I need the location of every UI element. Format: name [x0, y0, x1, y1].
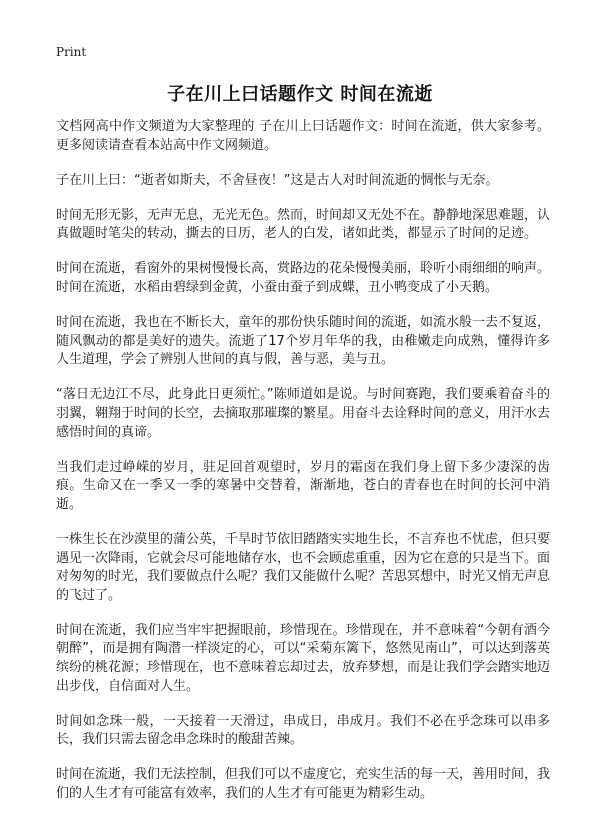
paragraph-dandelion: 一株生长在沙漠里的蒲公英，千旱时节依旧踏踏实实地生长，不言弃也不忧虑，但只要遇见一次降雨，它就会尽可能地储存水，也不会顾虑重重，因为它在意的只是当下。面对匆匆的时光，我们要做点什么呢？我们又能做什么呢？苦思冥想中，时光又悄无声息的飞过了。 [56, 532, 551, 603]
paragraph-time-formless: 时间无形无影，无声无息，无光无色。然而，时间却又无处不在。静静地深思难题，认真做题时笔尖的转动，撕去的日历，老人的白发，诸如此类，都显示了时间的足迹。 [56, 207, 551, 242]
print-link[interactable]: Print [56, 45, 87, 59]
paragraph-intro: 文档网高中作文频道为大家整理的 子在川上曰话题作文：时间在流逝，供大家参考。更多阅读请查看本站高中作文网频道。 [56, 119, 550, 153]
article-body [56, 118, 550, 820]
article-title: 子在川上曰话题作文 时间在流逝 [167, 84, 433, 105]
paragraph-prayer-beads: 时间如念珠一般，一天接着一天滑过，串成日，串成月。我们不必在乎念珠可以串多长，我们只需去留念串念珠时的酸甜苦辣。 [56, 713, 550, 748]
paragraph-years-passing: 当我们走过峥嵘的岁月，驻足回首观望时，岁月的霜卤在我们身上留下多少凄深的齿痕。生命又在一季又一季的寒暑中交替着，渐渐地，苍白的青春也在时间的长河中消逝。 [56, 459, 550, 512]
paragraph-time-nature: 时间在流逝，看窗外的果树慢慢长高，赏路边的花朵慢慢美丽，聆听小雨细细的响声。时间在流逝，水稻由碧绿到金黄，小蚕由蚕子到成蝶，丑小鸭变成了小天鹅。 [56, 261, 551, 296]
paragraph-growing-up: 时间在流逝，我也在不断长大，童年的那份快乐随时间的流逝，如流水般一去不复返，随风飘动的都是美好的遗失。流逝了17个岁月年华的我，由稚嫩走向成熟，懂得许多人生道理，学会了辨别人世间的真与假，善与恶，美与丑。 [56, 315, 551, 368]
paragraph-cherish-present: 时间在流逝，我们应当牢牢把握眼前，珍惜现在。珍惜现在，并不意味着“今朝有酒今朝醉”，而是拥有陶潜一样淡定的心，可以“采菊东篱下，悠然见南山”，可以达到落英缤纷的桃花源；珍惜现在，也不意味着忘却过去，放弃梦想，而是让我们学会踏实地迈出步伐，自信面对人生。 [56, 622, 551, 694]
paragraph-confucius-quote: 子在川上曰：“逝者如斯夫，不舍昼夜！”这是古人对时间流逝的惆怅与无奈。 [56, 172, 499, 188]
paragraph-chen-shidao: “落日无边江不尽，此身此日更须忙。”陈师道如是说。与时间赛跑，我们要乘着奋斗的羽翼，翱翔于时间的长空，去摘取那璀璨的繁星。用奋斗去诠释时间的意义，用汗水去感悟时间的真谛。 [56, 387, 551, 440]
paragraph-conclusion: 时间在流逝，我们无法控制，但我们可以不虚度它，充实生活的每一天，善用时间，我们的人生才有可能富有效率，我们的人生才有可能更为精彩生动。 [56, 767, 551, 802]
